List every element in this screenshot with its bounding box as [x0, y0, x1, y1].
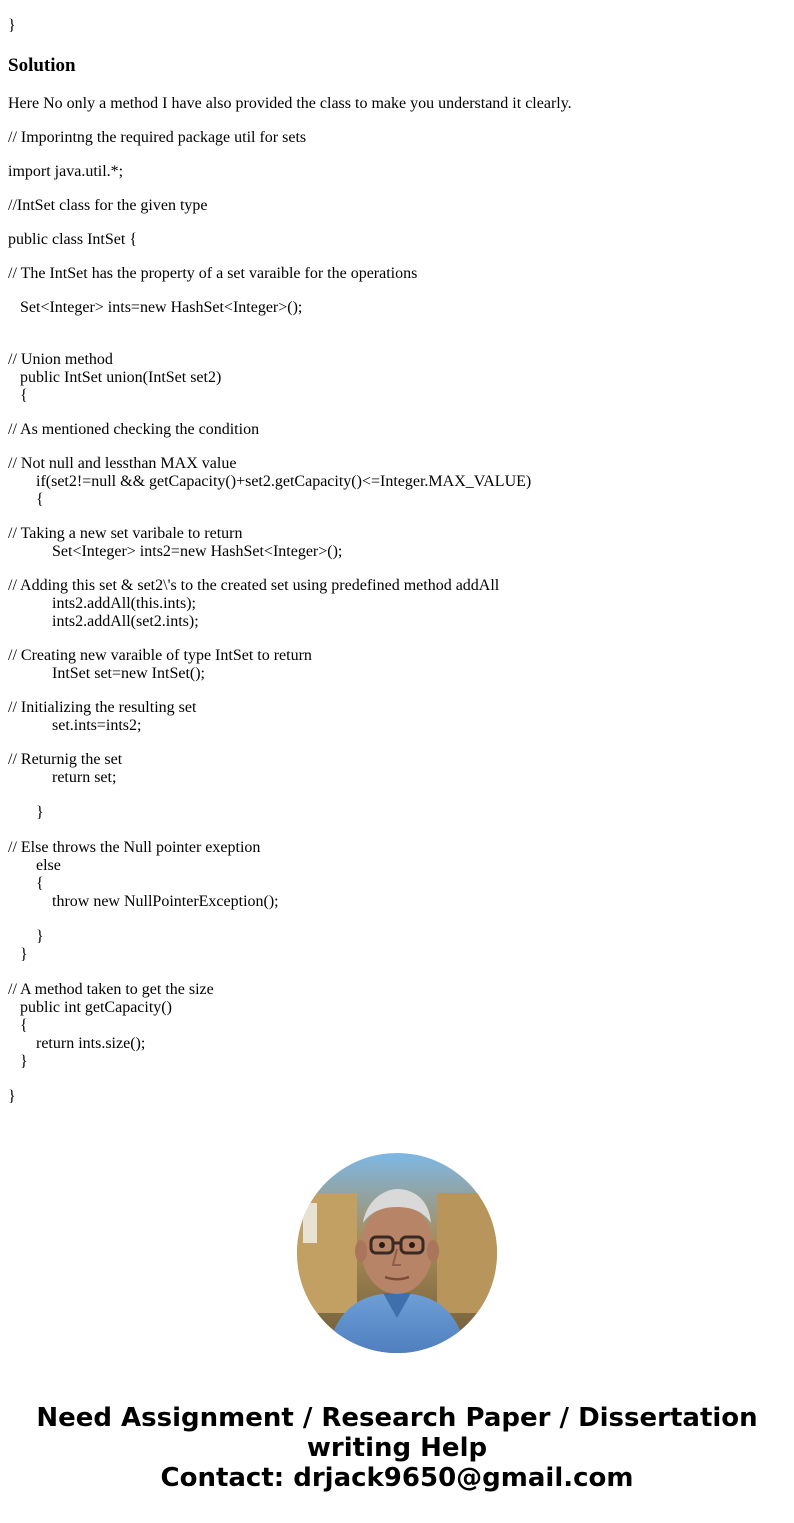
code-line: // Else throws the Null pointer exeption — [8, 839, 261, 856]
code-line: import java.util.*; — [8, 163, 124, 180]
banner-line-2: writing Help — [306, 1433, 488, 1463]
code-line: } — [8, 946, 28, 963]
code-line: return set; — [8, 769, 117, 786]
intro-text: Here No only a method I have also provided the class to make you understand it clearly. — [8, 95, 572, 112]
code-line: Set<Integer> ints=new HashSet<Integer>(); — [8, 299, 303, 316]
code-line: // Adding this set & set2\'s to the created set using predefined method addAll — [8, 577, 500, 594]
code-line: if(set2!=null && getCapacity()+set2.getCapacity()<=Integer.MAX_VALUE) — [8, 473, 532, 490]
code-line: } — [8, 804, 44, 821]
code-line: { — [8, 875, 44, 892]
code-line: ints2.addAll(set2.ints); — [8, 613, 199, 630]
code-line: ints2.addAll(this.ints); — [8, 595, 196, 612]
code-line: public class IntSet { — [8, 231, 137, 248]
code-line: { — [8, 491, 44, 508]
banner-line-1: Need Assignment / Research Paper / Dissertation — [36, 1403, 758, 1433]
code-line: // Union method — [8, 351, 113, 368]
author-portrait-icon — [297, 1153, 497, 1353]
banner-contact-email[interactable]: Contact: drjack9650@gmail.com — [160, 1463, 634, 1493]
code-line: { — [8, 387, 28, 404]
code-line: public IntSet union(IntSet set2) — [8, 369, 222, 386]
closing-brace: } — [8, 17, 16, 34]
code-line: } — [8, 928, 44, 945]
code-line: public int getCapacity() — [8, 999, 172, 1016]
code-line: // As mentioned checking the condition — [8, 421, 260, 438]
code-line: throw new NullPointerException(); — [8, 893, 279, 910]
code-line: IntSet set=new IntSet(); — [8, 665, 205, 682]
code-line: } — [8, 1088, 16, 1105]
solution-heading: Solution — [8, 55, 76, 76]
code-line: //IntSet class for the given type — [8, 197, 208, 214]
code-line: return ints.size(); — [8, 1035, 146, 1052]
code-line: set.ints=ints2; — [8, 717, 142, 734]
code-line: // A method taken to get the size — [8, 981, 214, 998]
code-line: } — [8, 1053, 28, 1070]
code-line: // Creating new varaible of type IntSet to return — [8, 647, 312, 664]
code-line: // Imporintng the required package util for sets — [8, 129, 307, 146]
code-line: else — [8, 857, 61, 874]
code-line: Set<Integer> ints2=new HashSet<Integer>(); — [8, 543, 343, 560]
code-line: // The IntSet has the property of a set varaible for the operations — [8, 265, 418, 282]
contact-banner — [0, 1403, 794, 1493]
code-line: // Not null and lessthan MAX value — [8, 455, 237, 472]
code-line: // Taking a new set varibale to return — [8, 525, 243, 542]
code-line: // Initializing the resulting set — [8, 699, 197, 716]
code-line: { — [8, 1017, 28, 1034]
code-line: // Returnig the set — [8, 751, 123, 768]
